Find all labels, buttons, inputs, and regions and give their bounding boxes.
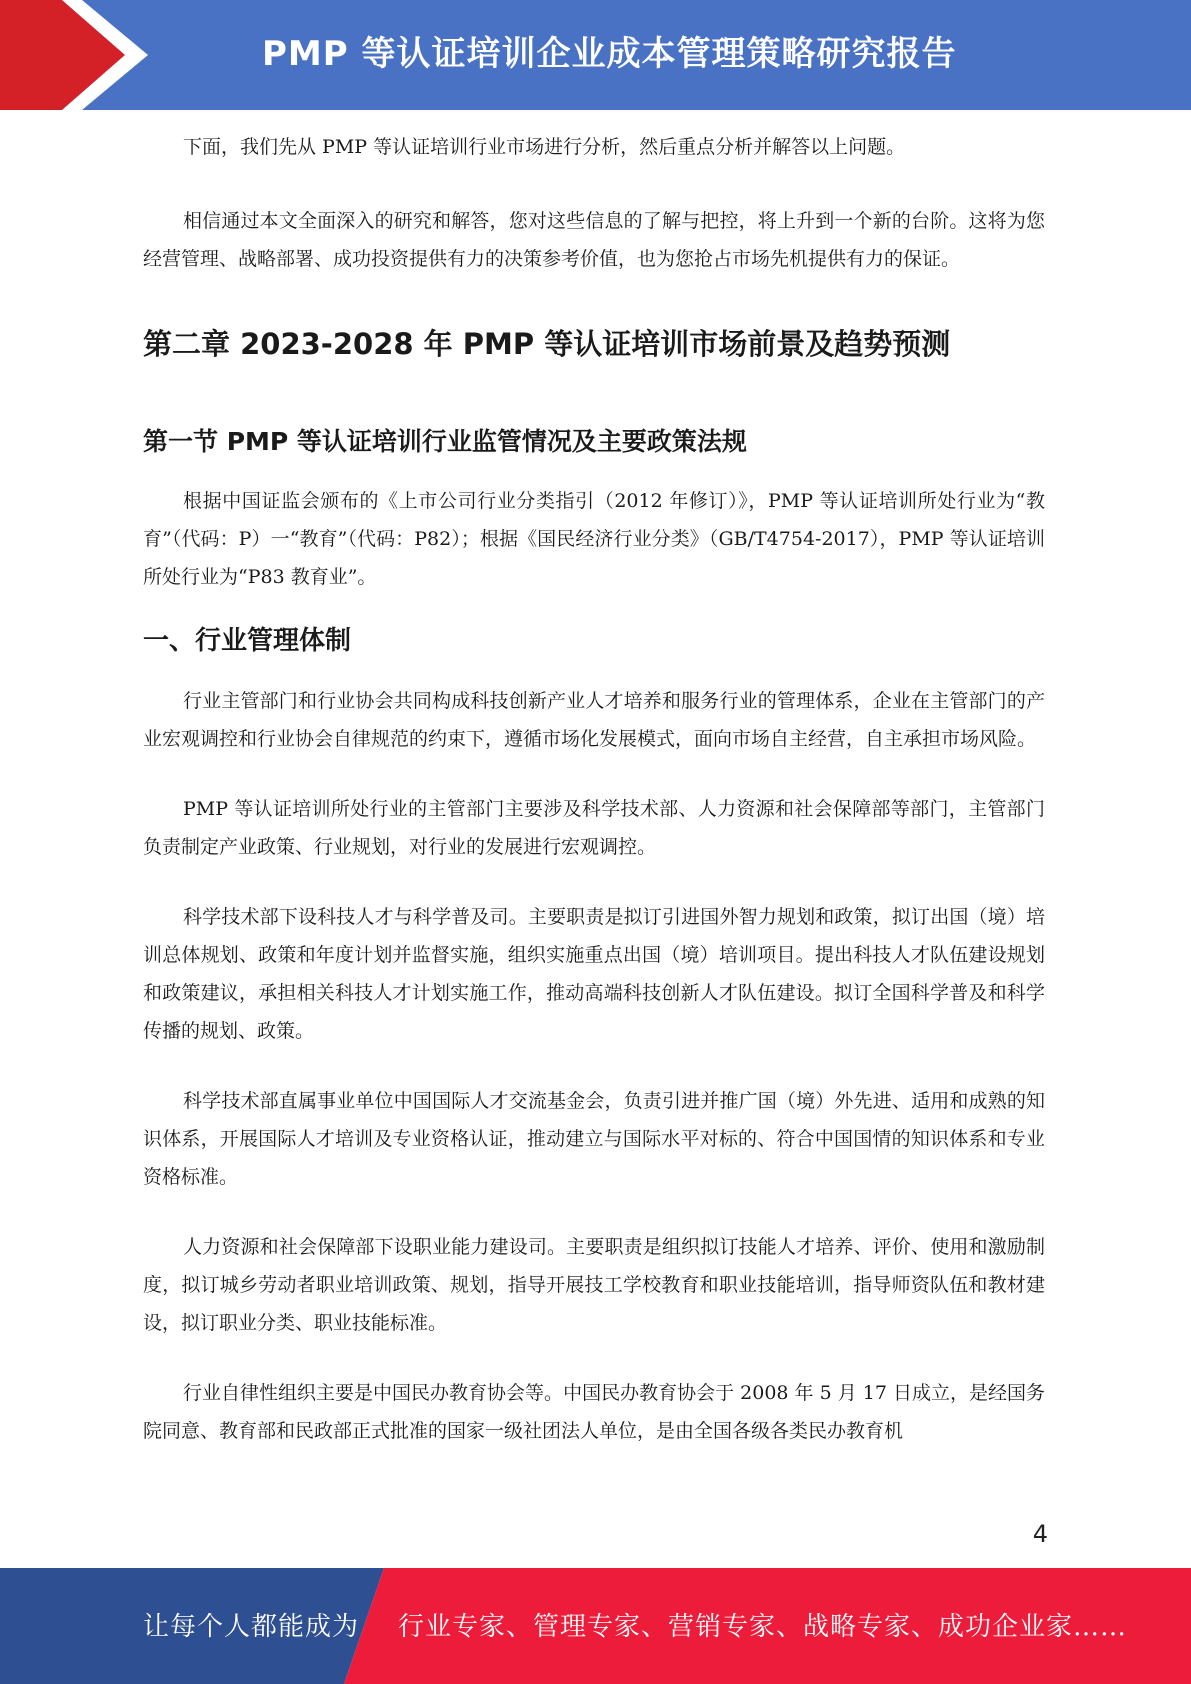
page-number: 4: [1032, 1520, 1048, 1548]
report-title: PMP 等认证培训企业成本管理策略研究报告: [262, 34, 957, 74]
subsection-heading: 一、行业管理体制: [143, 626, 352, 656]
header-band: [0, 0, 1191, 110]
page-content: [143, 128, 1045, 1450]
footer-slogan-right: 行业专家、管理专家、营销专家、战略专家、成功企业家……: [398, 1612, 1128, 1642]
body-paragraph: 科学技术部下设科技人才与科学普及司。主要职责是拟订引进国外智力规划和政策，拟订出国（境）培训总体规划、政策和年度计划并监督实施，组织实施重点出国（境）培训项目。提出科技人才队伍建设规划和政策建议，承担相关科技人才计划实施工作，推动高端科技创新人才队伍建设。拟订全国科学普及和科学传播的规划、政策。: [143, 906, 1045, 1042]
body-paragraph: 人力资源和社会保障部下设职业能力建设司。主要职责是组织拟订技能人才培养、评价、使用和激励制度，拟订城乡劳动者职业培训政策、规划，指导开展技工学校教育和职业技能培训，指导师资队伍和教材建设，拟订职业分类、职业技能标准。: [143, 1236, 1045, 1334]
body-paragraph: PMP 等认证培训所处行业的主管部门主要涉及科学技术部、人力资源和社会保障部等部门，主管部门负责制定产业政策、行业规划，对行业的发展进行宏观调控。: [143, 798, 1045, 858]
intro-paragraph-1: 下面，我们先从 PMP 等认证培训行业市场进行分析，然后重点分析并解答以上问题。: [183, 136, 906, 158]
body-paragraph: 行业自律性组织主要是中国民办教育协会等。中国民办教育协会于 2008 年 5 月 17 日成立，是经国务院同意、教育部和民政部正式批准的国家一级社团法人单位，是由全国各级各类民办教育机: [143, 1382, 1045, 1442]
body-paragraph: 科学技术部直属事业单位中国国际人才交流基金会，负责引进并推广国（境）外先进、适用和成熟的知识体系，开展国际人才培训及专业资格认证，推动建立与国际水平对标的、符合中国国情的知识体系和专业资格标准。: [143, 1090, 1045, 1188]
body-paragraph: 行业主管部门和行业协会共同构成科技创新产业人才培养和服务行业的管理体系，企业在主管部门的产业宏观调控和行业协会自律规范的约束下，遵循市场化发展模式，面向市场自主经营，自主承担市场风险。: [143, 690, 1045, 750]
chapter-heading: 第二章 2023-2028 年 PMP 等认证培训市场前景及趋势预测: [143, 327, 951, 361]
section-heading: 第一节 PMP 等认证培训行业监管情况及主要政策法规: [143, 427, 747, 456]
intro-paragraph-2: 相信通过本文全面深入的研究和解答，您对这些信息的了解与把控，将上升到一个新的台阶。这将为您经营管理、战略部署、成功投资提供有力的决策参考价值，也为您抢占市场先机提供有力的保证。: [143, 210, 1045, 270]
footer-band: [0, 1568, 1191, 1684]
section-paragraph-1: 根据中国证监会颁布的《上市公司行业分类指引（2012 年修订）》，PMP 等认证培训所处行业为“教育”（代码：P）一“教育”（代码：P82）；根据《国民经济行业分类》（GB/T4754-2017），PMP 等认证培训所处行业为“P83 教育业”。: [143, 490, 1045, 588]
footer-slogan-left: 让每个人都能成为: [143, 1612, 360, 1642]
